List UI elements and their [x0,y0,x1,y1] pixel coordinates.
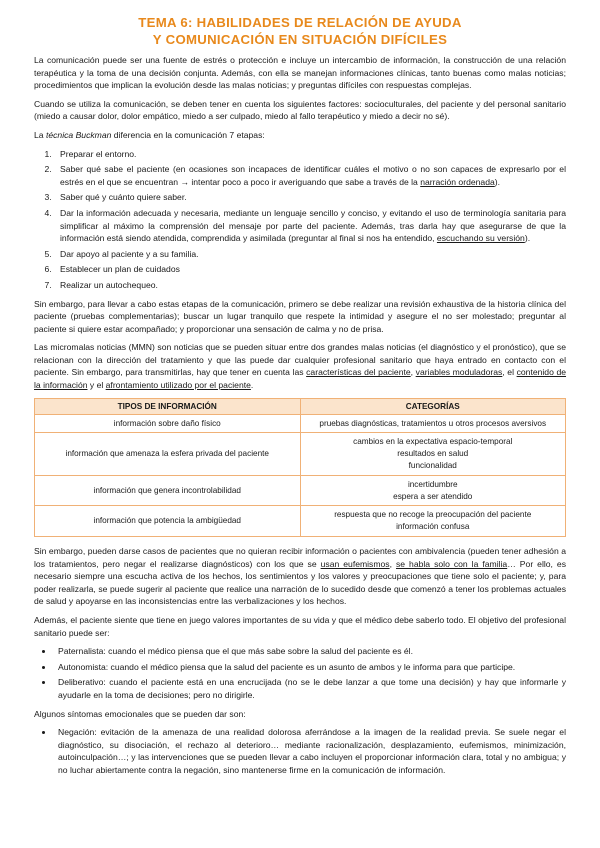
table-row [35,414,566,433]
step-item: 5. Dar apoyo al paciente y a su familia. [54,248,566,261]
table-cell-category: respuesta que no recoge la preocupación del paciente información confusa [300,506,566,537]
table-header-row [35,398,566,414]
table-cell-type: información que potencia la ambigüedad [35,506,301,537]
mmn-paragraph: Las micromalas noticias (MMN) son noticias que se pueden situar entre dos grandes malas noticias (el diagnóstico y el pronóstico), que se relacionan con la dirección del tratamiento y que las puede dar cualquier profesional sanitario que haya entrado en contacto con el paciente. Sin embargo, para transmitirlas, hay que tener en cuenta las características del paciente, variables moduladoras, el contenido de la información y el afrontamiento utilizado por el paciente. [34,342,567,391]
table-cell-type: información sobre daño físico [35,414,301,433]
buckman-term: técnica Buckman [45,129,112,140]
table-row [35,506,566,537]
step-item: 7. Realizar un autochequeo. [54,279,566,292]
table-row [35,433,566,475]
table-cell-category: pruebas diagnósticas, tratamientos u otros procesos aversivos [300,414,566,433]
list-item: • Deliberativo: cuando el paciente está en una encrucijada (no se le debe lanzar a que tome una decisión) y hay que informarle y ayudarle en la toma de decisiones; pero no dirigirle. [54,676,566,701]
roles-intro-paragraph: Además, el paciente siente que tiene en juego valores importantes de su vida y que el médico debe saberlo todo. El objetivo del profesional sanitario puede ser: [34,615,566,638]
symptoms-intro-paragraph: Algunos síntomas emocionales que se pueden dar son: [34,708,246,719]
title-line-2: Y COMUNICACIÓN EN SITUACIÓN DIFÍCILES [152,32,448,47]
intro-paragraph: La comunicación puede ser una fuente de estrés o protección e incluye un intercambio de información, la construcción de una relación terapéutica y la toma de una decisión conjunta. Además, con ella se manejan informaciones clínicas, tanto buenas como malas noticias; procedimientos que implican la evolución desde las malas noticias; y preguntas difíciles con respuestas complejas. [34,55,566,91]
step-item: 6. Establecer un plan de cuidados [54,263,566,276]
step-item: 3. Saber qué y cuánto quiere saber. [54,191,566,204]
step-item: 1. Preparar el entorno. [54,148,566,161]
ambivalence-paragraph: Sin embargo, pueden darse casos de pacientes que no quieran recibir información o pacientes con ambivalencia (pueden tener adhesión a los tratamientos, pero negar el realizarse diagnósticos) con los que se usan eufemismos, se habla solo con la familia… Por ello, es necesario siempre una escucha activa de los hechos, los sentimientos y los valores y preocupaciones que tiene solo el paciente; y, para poder realizarla, se puede sugerir al paciente que realice una narración de lo sucedido desde que comenzó a tener los problemas actuales de salud y apoyarse en las inconsistencias entre las verbalizaciones y los hechos. [34,546,567,607]
list-item: • Negación: evitación de la amenaza de una realidad dolorosa aferrándose a la imagen de la realidad previa. Se suele negar el diagnóstico, su disociación, el rechazo al deterioro… mediante racionalización, desplazamiento, eufemismos, minimización, autoinculpación…; y las intervenciones que se pueden llevar a cabo incluyen el proporcionar información clara, total y no ambigua; y no luchar abiertamente contra la negación, sino mantenerse firme en la comunicación de información. [54,726,566,776]
information-types-table [34,398,566,537]
review-paragraph: Sin embargo, para llevar a cabo estas etapas de la comunicación, primero se debe realizar una revisión exhaustiva de la historia clínica del paciente (pruebas complementarias); buscar un lugar tranquilo que respete la intimidad y asegure el no ser molestado; preguntar al paciente si quiere estar acompañado; y proporcionar una sensación de calma y no de prisa. [34,298,566,334]
table-header-categories: CATEGORÍAS [300,398,566,414]
list-item: • Paternalista: cuando el médico piensa que el que más sabe sobre la salud del paciente es él. [54,645,566,658]
step-item: 4. Dar la información adecuada y necesaria, mediante un lenguaje sencillo y conciso, y evitando el uso de terminología sanitaria para simplificar al máximo la comprensión del mensaje por parte del paciente. Además, tras darla hay que asegurarse de que la información está siendo atendida, comprendida y asimilada (preguntar al final si nos ha entendido, escuchando su versión). [54,207,566,245]
table-header-types: TIPOS DE INFORMACIÓN [35,398,301,414]
buckman-steps-list [34,148,566,292]
table-cell-category: incertidumbre espera a ser atendido [300,475,566,506]
table-cell-category: cambios en la expectativa espacio-temporal resultados en salud funcionalidad [300,433,566,475]
list-item: • Autonomista: cuando el médico piensa que la salud del paciente es un asunto de ambos y le informa para que participe. [54,661,566,674]
table-cell-type: información que genera incontrolabilidad [35,475,301,506]
title-line-1: TEMA 6: HABILIDADES DE RELACIÓN DE AYUDA [138,15,462,30]
symptoms-list [34,726,566,776]
table-row [35,475,566,506]
buckman-paragraph: La técnica Buckman diferencia en la comunicación 7 etapas: [34,129,265,140]
factors-paragraph: Cuando se utiliza la comunicación, se deben tener en cuenta los siguientes factores: socioculturales, del paciente y del personal sanitario (miedo a causar dolor, dolor empático, miedo a ser culpado, miedo al fallo terapéutico y miedo a decir no sé). [34,98,566,122]
table-cell-type: información que amenaza la esfera privada del paciente [35,433,301,475]
roles-list [34,645,566,701]
step-item: 2. Saber qué sabe el paciente (en ocasiones son incapaces de identificar cuáles el motivo o no son capaces de expresarlo por el estrés en el que se encuentran → intentar poco a poco ir averiguando que sabe a través de la narración ordenada). [54,163,566,188]
document-title [34,14,566,48]
